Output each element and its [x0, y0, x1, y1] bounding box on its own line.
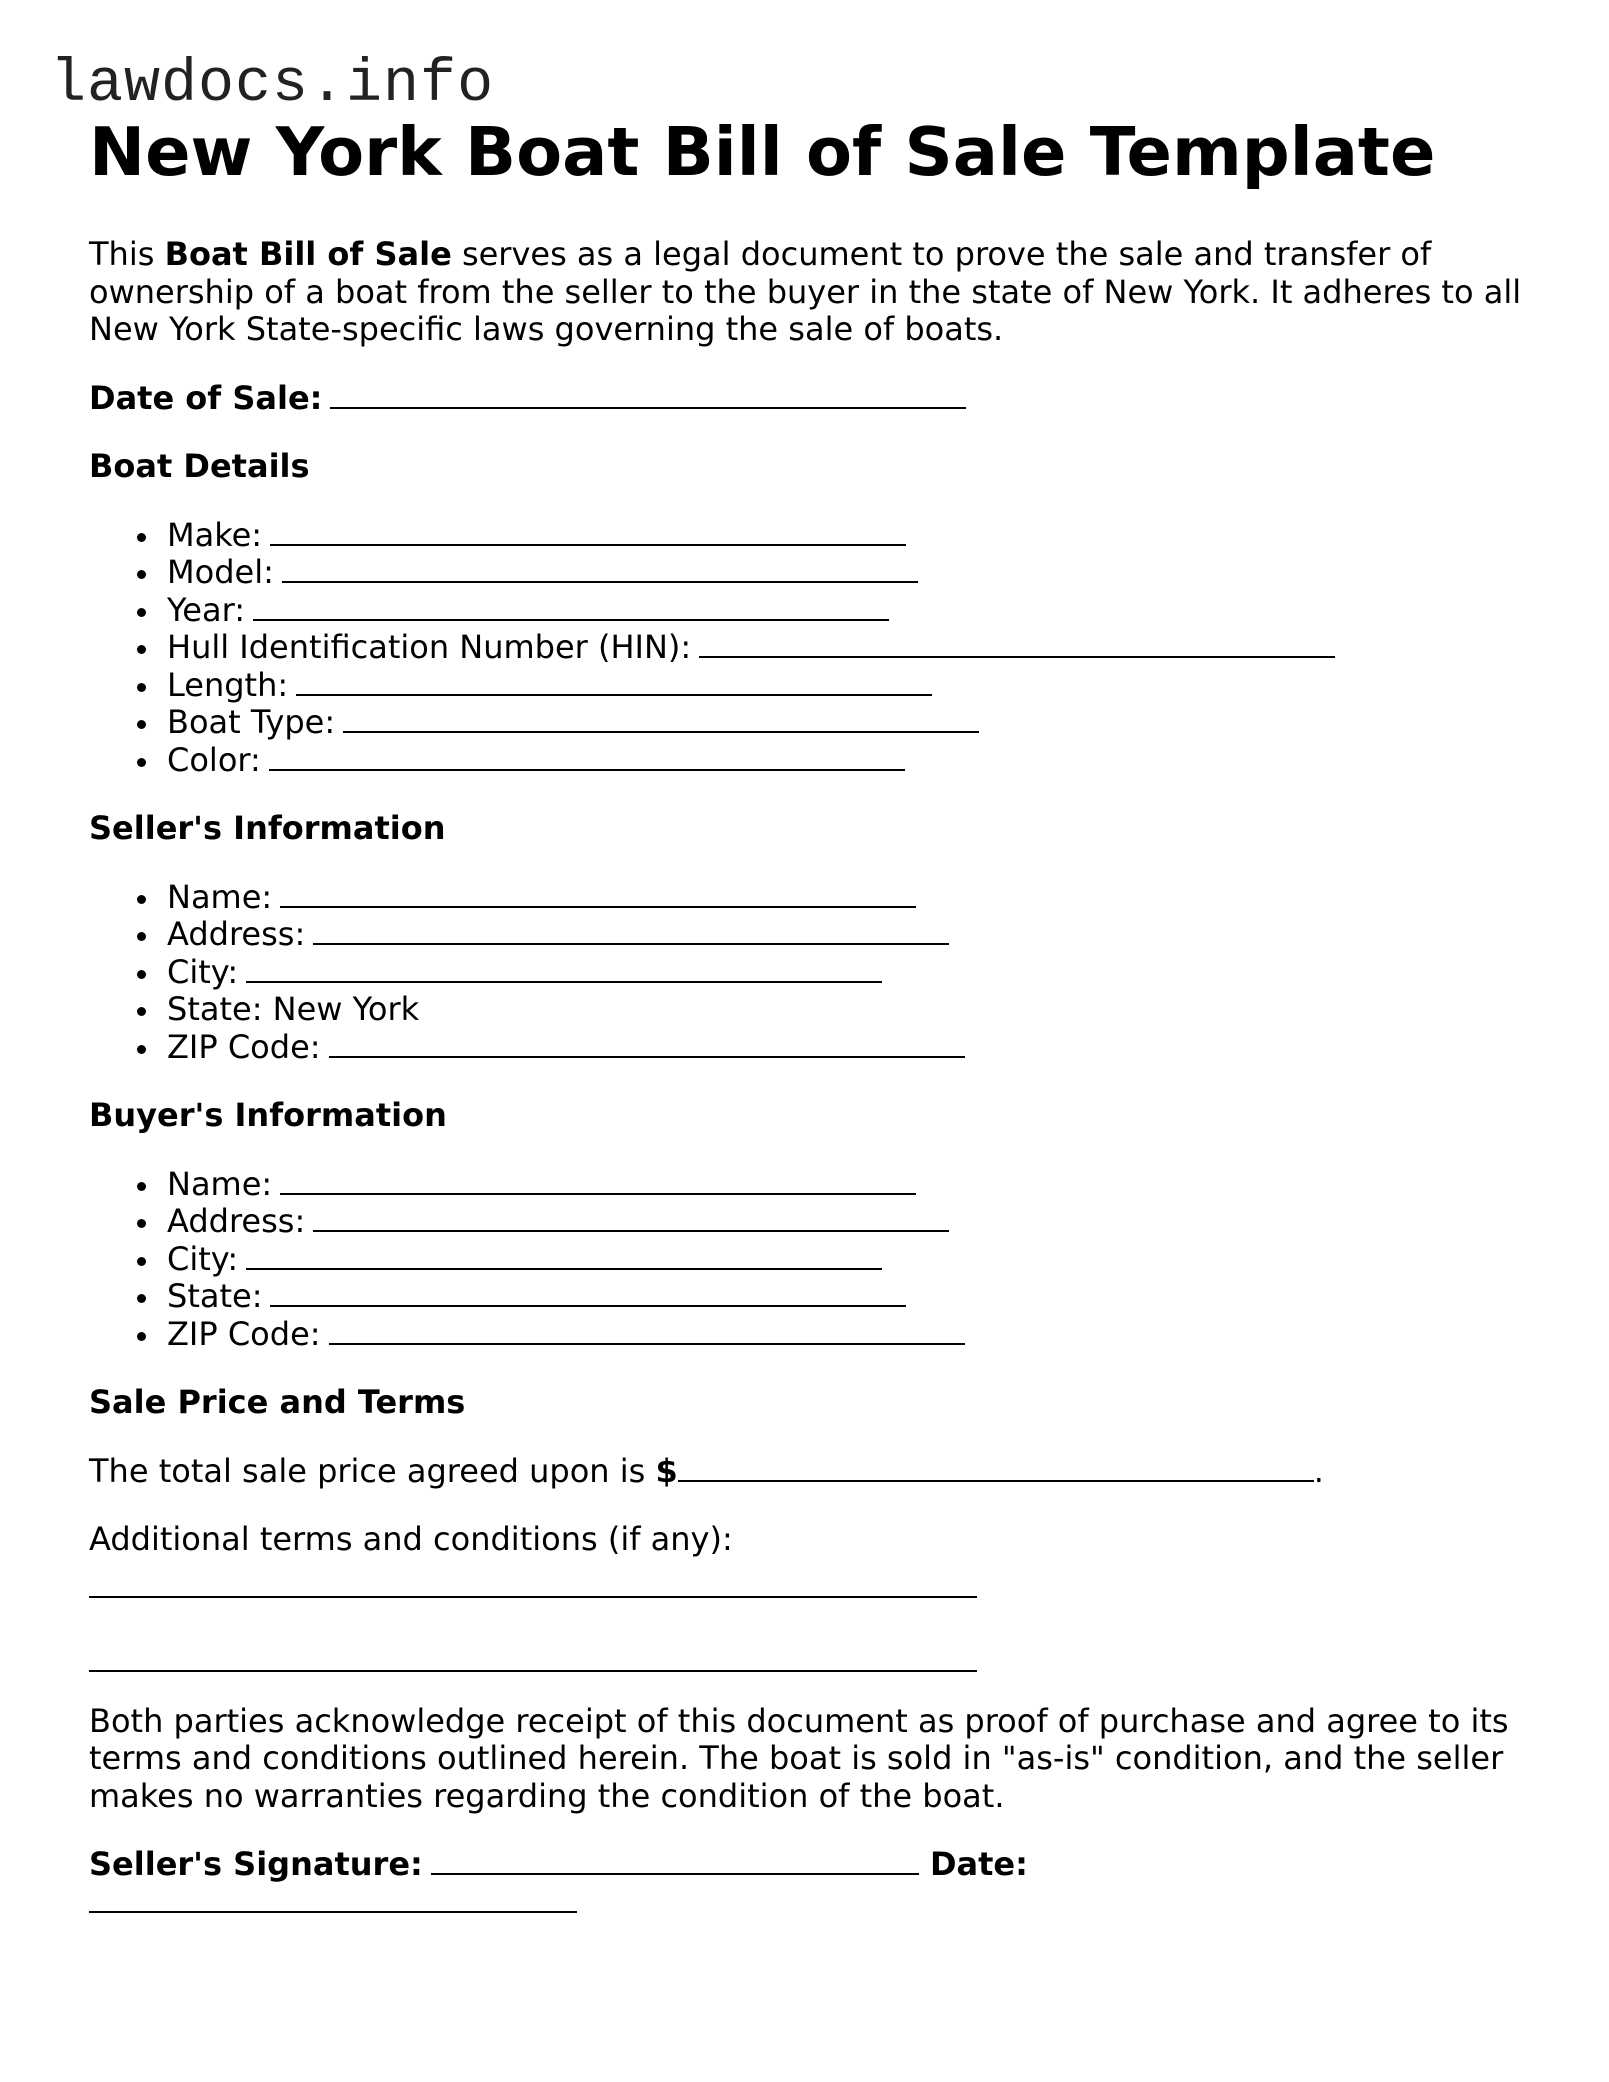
signature-row	[89, 1846, 1529, 1921]
sale-price-text: The total sale price agreed upon is	[89, 1451, 656, 1490]
seller-signature-label: Seller's Signature:	[89, 1845, 423, 1883]
buyer-info-list	[89, 1166, 1529, 1354]
list-item	[167, 1278, 1529, 1316]
sale-price-row	[89, 1453, 1529, 1491]
field-label: Name:	[167, 1164, 273, 1203]
seller-city-field[interactable]	[246, 955, 882, 983]
seller-zip-field[interactable]	[329, 1030, 965, 1058]
model-field[interactable]	[282, 555, 918, 583]
intro-bold: Boat Bill of Sale	[164, 235, 452, 273]
sale-price-end: .	[1313, 1451, 1324, 1490]
color-field[interactable]	[269, 743, 905, 771]
acknowledgement-paragraph: Both parties acknowledge receipt of this document as proof of purchase and agree to its terms and conditions outlined herein. The boat is sold in "as-is" condition, and the seller makes no warranties regarding the condition of the boat.	[89, 1701, 1509, 1815]
intro-suffix: serves as a legal document to prove the sale and transfer of ownership of a boat from the seller to the buyer in the state of New York. It adheres to all New York State-specific laws governing the sale of boats.	[89, 235, 1522, 348]
list-item	[167, 667, 1529, 705]
date-of-sale-row	[89, 380, 1529, 418]
seller-signature-field[interactable]	[431, 1847, 919, 1875]
make-field[interactable]	[270, 518, 906, 546]
seller-info-heading: Seller's Information	[89, 809, 446, 847]
intro-prefix: This	[89, 235, 165, 273]
buyer-address-field[interactable]	[313, 1204, 949, 1232]
field-label: Length:	[167, 665, 289, 704]
list-item	[167, 1316, 1529, 1354]
field-label: State:	[167, 1277, 263, 1315]
list-item	[167, 879, 1529, 917]
field-label: ZIP Code:	[167, 1027, 321, 1066]
list-item	[167, 916, 1529, 954]
list-item	[167, 704, 1529, 742]
page-title: New York Boat Bill of Sale Template	[89, 113, 1436, 191]
field-label: Model:	[167, 553, 274, 591]
list-item	[167, 954, 1529, 992]
watermark-logo: lawdocs.info	[50, 51, 495, 119]
field-label: ZIP Code:	[167, 1314, 321, 1353]
dollar-sign: $	[655, 1451, 678, 1490]
boat-details-list	[89, 517, 1529, 780]
buyer-name-field[interactable]	[280, 1167, 916, 1195]
field-label: Year:	[167, 590, 245, 629]
hin-field[interactable]	[699, 630, 1335, 658]
field-label: Make:	[167, 515, 263, 554]
list-item	[167, 1029, 1529, 1067]
list-item	[167, 592, 1529, 630]
additional-terms-label: Additional terms and conditions (if any):	[89, 1520, 733, 1558]
field-label: Address:	[167, 1202, 306, 1240]
seller-address-field[interactable]	[313, 917, 949, 945]
buyer-zip-field[interactable]	[329, 1317, 965, 1345]
boat-details-heading: Boat Details	[89, 447, 310, 485]
list-item	[167, 991, 1529, 1029]
field-label: Name:	[167, 877, 273, 916]
field-label: Color:	[167, 740, 261, 779]
list-item	[167, 1241, 1529, 1279]
list-item	[167, 1166, 1529, 1204]
year-field[interactable]	[253, 593, 889, 621]
buyer-state-field[interactable]	[270, 1279, 906, 1307]
length-field[interactable]	[296, 668, 932, 696]
intro-paragraph	[89, 236, 1529, 349]
seller-state-text: State: New York	[167, 990, 420, 1028]
seller-name-field[interactable]	[280, 880, 916, 908]
additional-terms-line-2[interactable]	[89, 1644, 977, 1672]
field-label: Address:	[167, 915, 306, 953]
signature-date-label: Date:	[929, 1845, 1028, 1883]
signature-date-field[interactable]	[89, 1885, 577, 1913]
field-label: City:	[167, 1239, 239, 1278]
boat-type-field[interactable]	[343, 705, 979, 733]
document-page	[89, 112, 1529, 1952]
field-label: City:	[167, 952, 239, 991]
field-label: Hull Identification Number (HIN):	[167, 628, 692, 666]
list-item	[167, 742, 1529, 780]
list-item	[167, 1203, 1529, 1241]
field-label: Boat Type:	[167, 703, 336, 741]
sale-terms-heading: Sale Price and Terms	[89, 1383, 466, 1421]
list-item	[167, 554, 1529, 592]
buyer-city-field[interactable]	[246, 1242, 882, 1270]
list-item	[167, 517, 1529, 555]
list-item	[167, 629, 1529, 667]
seller-info-list	[89, 879, 1529, 1067]
buyer-info-heading: Buyer's Information	[89, 1096, 447, 1134]
sale-price-field[interactable]	[678, 1454, 1314, 1482]
date-of-sale-field[interactable]	[330, 381, 966, 409]
additional-terms-line-1[interactable]	[89, 1570, 977, 1598]
date-of-sale-label: Date of Sale:	[89, 378, 323, 417]
